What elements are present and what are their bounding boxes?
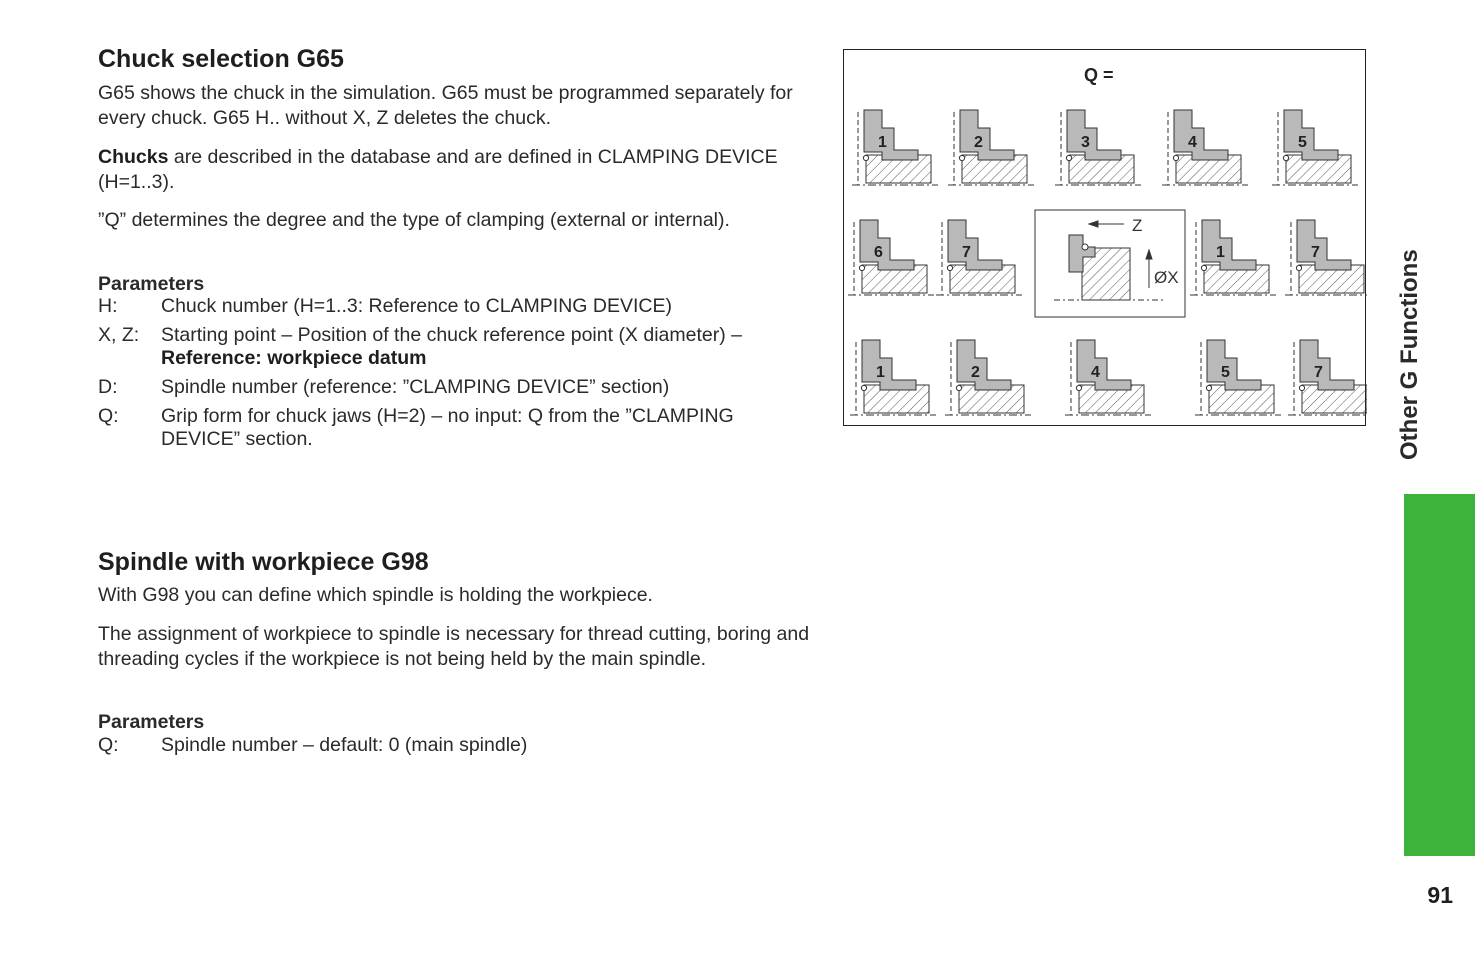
chapter-tab-marker	[1404, 494, 1475, 856]
jaw-ref-point	[1201, 265, 1206, 270]
jaw-shape	[1207, 340, 1261, 390]
jaw-ref-point	[1076, 385, 1081, 390]
jaw-shape	[957, 340, 1011, 390]
param-g98-q	[98, 734, 798, 758]
param-q	[98, 405, 798, 453]
jaw-ref-point	[861, 385, 866, 390]
param-text	[161, 324, 781, 370]
jaw-ref-point	[863, 155, 868, 160]
jaw-shape	[948, 220, 1002, 270]
section-title-g65: Chuck selection G65	[98, 45, 344, 73]
jaw-shape	[960, 110, 1014, 160]
g65-parameters-heading: Parameters	[98, 273, 205, 295]
jaw-shape	[1174, 110, 1228, 160]
x-arrow-head	[1146, 250, 1152, 259]
g65-paragraph-3: ”Q” determines the degree and the type of clamping (external or internal).	[98, 209, 730, 231]
chucks-term: Chucks	[98, 146, 169, 168]
param-text: Spindle number – default: 0 (main spindle)	[161, 734, 528, 756]
jaw-ref-point	[1066, 155, 1071, 160]
param-text: Grip form for chuck jaws (H=2) – no input: Q from the ”CLAMPING DEVICE” section.	[161, 405, 734, 450]
jaw-ref-point	[947, 265, 952, 270]
param-h	[98, 295, 798, 319]
jaw-form-number: 2	[974, 134, 983, 151]
param-text: Chuck number (H=1..3: Reference to CLAMPING DEVICE)	[161, 295, 672, 317]
g98-paragraph-1: With G98 you can define which spindle is holding the workpiece.	[98, 584, 653, 606]
param-key: H:	[98, 295, 118, 317]
section-title-g98: Spindle with workpiece G98	[98, 548, 429, 576]
chuck-jaw-forms-figure	[843, 49, 1366, 426]
jaw-shape	[1300, 340, 1354, 390]
param-key: Q:	[98, 734, 119, 756]
jaw-shape	[1202, 220, 1256, 270]
jaw-form-number: 5	[1221, 364, 1230, 381]
jaw-shape	[862, 340, 916, 390]
jaw-shape	[1077, 340, 1131, 390]
jaw-ref-point	[1296, 265, 1301, 270]
jaw-ref-point	[1299, 385, 1304, 390]
param-d	[98, 376, 798, 400]
center-detail	[1035, 210, 1185, 317]
jaw-ref-point	[1206, 385, 1211, 390]
jaw-form-number: 3	[1081, 134, 1090, 151]
z-arrow-head	[1089, 221, 1098, 227]
param-xz-text: Starting point – Position of the chuck reference point (X diameter) –	[161, 324, 742, 346]
jaw-forms-diagram	[844, 50, 1367, 427]
g65-paragraph-2-rest: are described in the database and are defined in CLAMPING DEVICE (H=1..3).	[98, 146, 778, 193]
param-xz	[98, 324, 798, 372]
param-text: Spindle number (reference: ”CLAMPING DEVICE” section)	[161, 376, 670, 398]
jaw-form-number: 6	[874, 244, 883, 261]
jaw-shape	[1297, 220, 1351, 270]
jaw-shape	[1284, 110, 1338, 160]
param-xz-reference: Reference: workpiece datum	[161, 347, 427, 369]
chapter-sidebar-label: Other G Functions	[1396, 249, 1423, 460]
jaw-form-number: 5	[1298, 134, 1307, 151]
jaw-form-number: 7	[962, 244, 971, 261]
center-z-label: Z	[1132, 216, 1143, 235]
jaw-ref-point	[859, 265, 864, 270]
jaw-form-number: 7	[1311, 244, 1320, 261]
jaw-form-number: 4	[1091, 364, 1100, 381]
jaw-form-number: 1	[878, 134, 887, 151]
jaw-ref-point	[959, 155, 964, 160]
g98-parameters-heading: Parameters	[98, 711, 205, 733]
jaw-ref-point	[1173, 155, 1178, 160]
jaw-form-number: 4	[1188, 134, 1197, 151]
param-key: X, Z:	[98, 324, 140, 346]
jaw-form-number: 1	[1216, 244, 1225, 261]
jaw-form-number: 7	[1314, 364, 1323, 381]
jaw-form-number: 2	[971, 364, 980, 381]
jaw-ref-point	[956, 385, 961, 390]
center-x-label: ØX	[1154, 268, 1179, 287]
param-key: D:	[98, 376, 118, 398]
page-number: 91	[1427, 882, 1453, 908]
g98-paragraph-2: The assignment of workpiece to spindle is necessary for thread cutting, boring and threading cycles if the workpiece is not being held by the main spindle.	[98, 623, 810, 670]
jaw-ref-point	[1283, 155, 1288, 160]
jaw-shape	[860, 220, 914, 270]
center-ref-point	[1082, 244, 1088, 250]
param-key: Q:	[98, 405, 119, 427]
jaw-form-number: 1	[876, 364, 885, 381]
g65-paragraph-2	[98, 145, 818, 195]
jaw-shape	[1067, 110, 1121, 160]
figure-q-label: Q =	[1084, 65, 1114, 85]
jaw-shape	[864, 110, 918, 160]
g65-paragraph-1: G65 shows the chuck in the simulation. G65 must be programmed separately for every chuck. G65 H.. without X, Z deletes the chuck.	[98, 82, 793, 129]
